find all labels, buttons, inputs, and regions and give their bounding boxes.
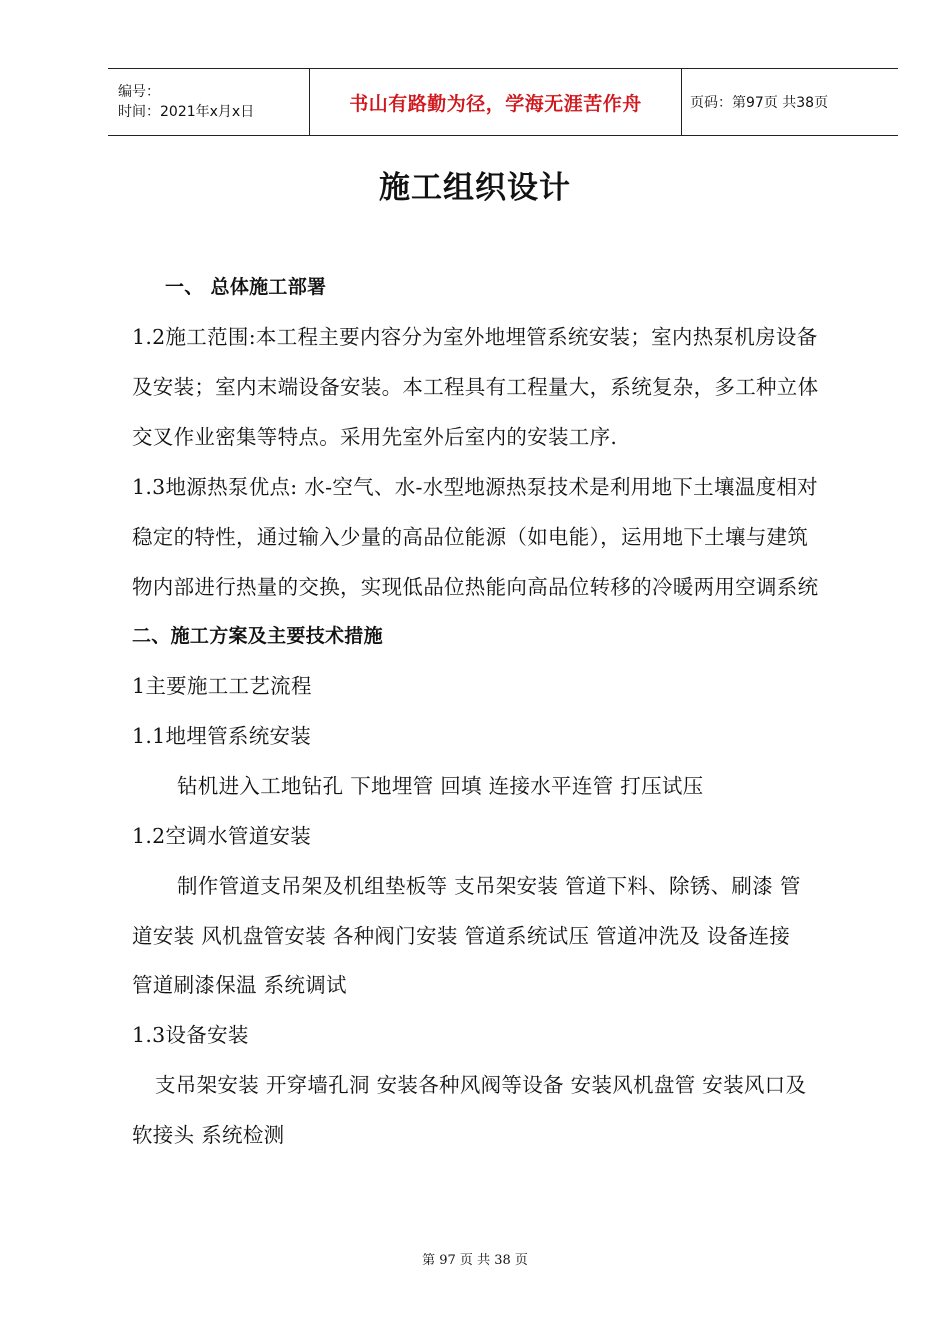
section-heading-1: 一、 总体施工部署 — [165, 276, 327, 298]
header-time: 时间：2021年x月x日 — [118, 104, 255, 120]
header-meta — [108, 69, 310, 135]
subsection-heading: 1主要施工工艺流程 — [132, 674, 312, 698]
process-flow: 道安装 风机盘管安装 各种阀门安装 管道系统试压 管道冲洗及 设备连接 — [132, 924, 791, 948]
header-motto: 书山有路勤为径，学海无涯苦作舟 — [349, 92, 642, 115]
paragraph-line: 物内部进行热量的交换，实现低品位热能向高品位转移的冷暖两用空调系统 — [132, 575, 819, 599]
document-title: 施工组织设计 — [379, 170, 571, 206]
header-page-cell — [682, 69, 828, 135]
process-flow: 软接头 系统检测 — [132, 1123, 285, 1147]
header-number: 编号： — [118, 84, 160, 100]
header-motto-cell — [310, 69, 682, 135]
paragraph-line: 及安装；室内末端设备安装。本工程具有工程量大，系统复杂，多工种立体 — [132, 375, 819, 399]
header-page-info: 页码：第97页 共38页 — [690, 95, 829, 111]
paragraph-line: 1.2施工范围:本工程主要内容分为室外地埋管系统安装；室内热泵机房设备 — [132, 325, 818, 349]
process-flow: 管道刷漆保温 系统调试 — [132, 973, 347, 997]
process-flow: 钻机进入工地钻孔 下地埋管 回填 连接水平连管 打压试压 — [177, 774, 704, 798]
paragraph-line: 交叉作业密集等特点。采用先室外后室内的安装工序. — [132, 425, 618, 449]
process-flow: 制作管道支吊架及机组垫板等 支吊架安装 管道下料、除锈、刷漆 管 — [177, 874, 801, 898]
page-header — [108, 68, 898, 136]
subsection-heading: 1.2空调水管道安装 — [132, 824, 312, 848]
section-heading-2: 二、施工方案及主要技术措施 — [132, 625, 383, 647]
subsection-heading: 1.3设备安装 — [132, 1023, 249, 1047]
subsection-heading: 1.1地埋管系统安装 — [132, 724, 312, 748]
paragraph-line: 稳定的特性，通过输入少量的高品位能源（如电能），运用地下土壤与建筑 — [132, 525, 809, 549]
paragraph-line: 1.3地源热泵优点: 水-空气、水-水型地源热泵技术是利用地下土壤温度相对 — [132, 475, 818, 499]
process-flow: 支吊架安装 开穿墙孔洞 安装各种风阀等设备 安装风机盘管 安装风口及 — [155, 1073, 807, 1097]
page-footer: 第 97 页 共 38 页 — [422, 1253, 528, 1268]
